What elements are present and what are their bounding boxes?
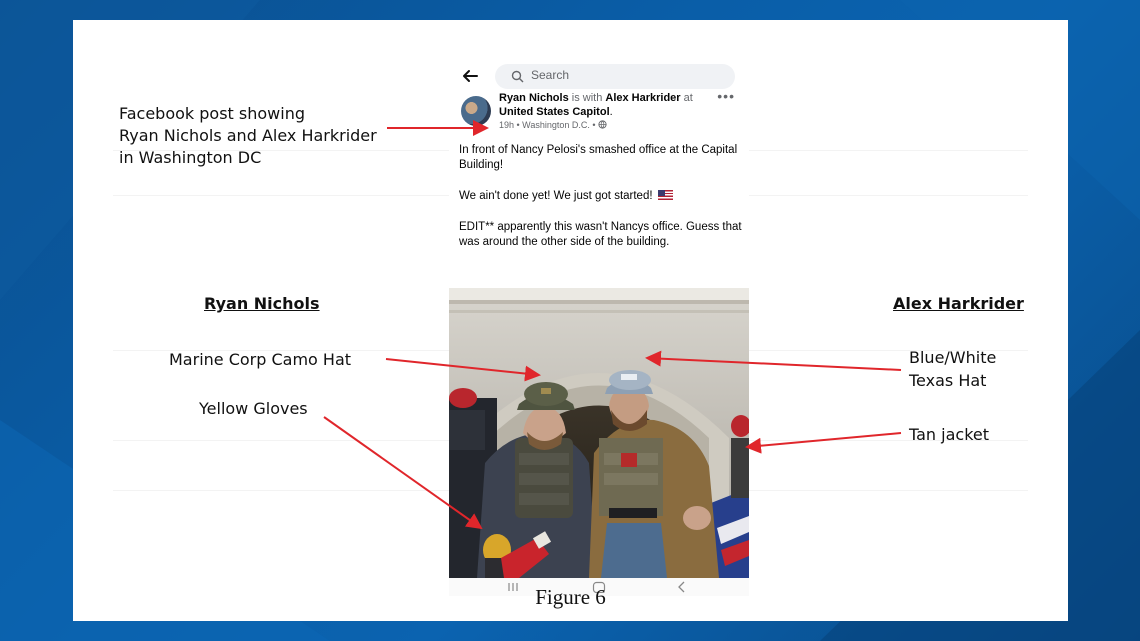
facebook-post-caption xyxy=(119,103,377,169)
caption-line-1: Facebook post showing xyxy=(119,104,305,123)
camo-hat-label: Marine Corp Camo Hat xyxy=(169,350,352,369)
alex-harkrider-heading: Alex Harkrider xyxy=(893,294,1024,313)
more-options-icon[interactable]: ••• xyxy=(717,88,735,104)
post-photo[interactable] xyxy=(449,288,749,578)
ryan-nichols-heading: Ryan Nichols xyxy=(204,294,320,313)
facebook-top-bar xyxy=(449,58,749,94)
author-name[interactable]: Ryan Nichols xyxy=(499,92,569,104)
figure-caption: Figure 6 xyxy=(535,585,606,609)
location-link[interactable]: United States Capitol xyxy=(499,106,610,118)
caption-line-2: Ryan Nichols and Alex Harkrider xyxy=(119,126,377,145)
yellow-gloves-label: Yellow Gloves xyxy=(199,399,308,418)
avatar[interactable] xyxy=(461,96,491,126)
globe-icon xyxy=(598,120,607,129)
at-text: at xyxy=(683,92,693,104)
search-placeholder: Search xyxy=(531,68,570,82)
post-meta-text: 19h • Washington D.C. • xyxy=(499,120,596,130)
post-meta xyxy=(499,120,607,130)
facebook-screenshot xyxy=(449,58,749,587)
tan-jacket-label: Tan jacket xyxy=(909,425,990,444)
post-author-line xyxy=(499,91,714,119)
search-input[interactable] xyxy=(495,64,735,89)
texas-hat-label xyxy=(909,346,996,392)
with-text: is with xyxy=(571,92,603,104)
post-text-1: In front of Nancy Pelosi's smashed office at the Capital Building! xyxy=(459,144,738,171)
post-text-2 xyxy=(459,189,744,204)
location-suffix: . xyxy=(609,106,613,118)
search-icon xyxy=(511,70,524,83)
post-header xyxy=(449,88,749,136)
tagged-name[interactable]: Alex Harkrider xyxy=(605,92,681,104)
texas-hat-line-2: Texas Hat xyxy=(909,371,987,390)
document-page xyxy=(73,20,1068,621)
post-text-3: EDIT** apparently this wasn't Nancys office. Guess that was around the other side of the building. xyxy=(459,221,742,248)
caption-line-3: in Washington DC xyxy=(119,148,262,167)
back-arrow-icon[interactable] xyxy=(461,67,479,85)
us-flag-icon xyxy=(658,190,673,200)
post-text-2-body: We ain't done yet! We just got started! xyxy=(459,190,653,202)
texas-hat-line-1: Blue/White xyxy=(909,348,997,367)
photo-illustration xyxy=(449,288,749,578)
